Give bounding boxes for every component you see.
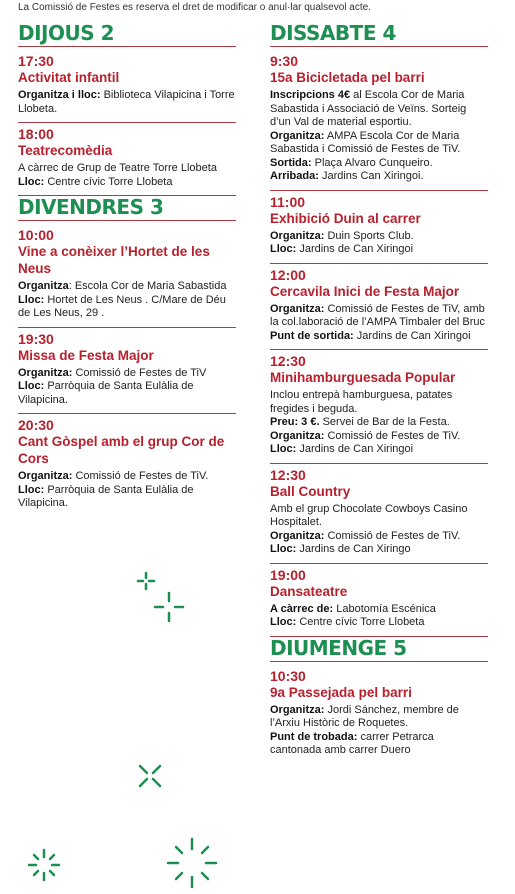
event-dansateatre bbox=[270, 564, 488, 637]
event-vine-a-coneixer-l-hortet-de-les-neus bbox=[18, 224, 236, 328]
day-heading: DIJOUS 2 bbox=[18, 22, 236, 47]
event-title: Exhibició Duin al carrer bbox=[270, 210, 421, 226]
detail-label: Lloc: bbox=[270, 243, 297, 255]
sparkle-icon bbox=[137, 763, 163, 789]
detail-label: Organitza bbox=[18, 280, 69, 292]
event-ball-country bbox=[270, 464, 488, 564]
event-title: Missa de Festa Major bbox=[18, 347, 154, 363]
event-detail-line bbox=[18, 380, 236, 407]
event-time: 19:00 bbox=[270, 566, 306, 583]
event-exhibicio-duin-al-carrer bbox=[270, 191, 488, 264]
detail-label: Organitza: bbox=[270, 302, 325, 315]
detail-text: A càrrec de Grup de Teatre Torre Llobeta bbox=[18, 162, 217, 174]
detail-text: Inclou entrepà hamburguesa, patates fregides i beguda. bbox=[270, 389, 453, 415]
event-time: 17:30 bbox=[18, 53, 54, 69]
event-detail-line bbox=[18, 162, 236, 176]
event-time: 12:30 bbox=[270, 466, 306, 483]
detail-text: Comissió de Festes de TiV. bbox=[72, 470, 209, 482]
event-detail-line bbox=[270, 704, 488, 731]
event-time: 11:00 bbox=[270, 193, 306, 210]
detail-text: Plaça Alvaro Cunqueiro. bbox=[311, 156, 433, 169]
detail-text: Jardins Can Xiringoi. bbox=[318, 170, 424, 182]
day-heading: DIVENDRES 3 bbox=[18, 196, 236, 221]
event-detail-line bbox=[270, 616, 488, 630]
event-title: Teatrecomèdia bbox=[18, 143, 113, 158]
right-column bbox=[270, 22, 488, 764]
event-detail-line bbox=[270, 89, 488, 130]
detail-text: : Escola Cor de Maria Sabastida bbox=[68, 280, 227, 292]
event-teatrecomedia bbox=[18, 123, 236, 196]
detail-text: Jardins de Can Xiringoi bbox=[296, 243, 414, 255]
event-time: 9:30 bbox=[270, 53, 299, 69]
event-detail-line bbox=[270, 130, 488, 157]
detail-text: Comissió de Festes de TiV, amb la col.laboració de l’AMPA Timbaler del Bruc bbox=[270, 302, 486, 328]
event-detail-line bbox=[18, 470, 236, 484]
detail-text: Comissió de Festes de TiV bbox=[72, 366, 207, 379]
event-detail-line bbox=[270, 603, 488, 617]
event-time: 19:30 bbox=[18, 330, 54, 347]
detail-label: Inscripcions 4€ bbox=[270, 89, 351, 101]
event-detail-line bbox=[270, 230, 488, 244]
event-detail-line bbox=[270, 731, 488, 758]
event-detail-line bbox=[270, 303, 488, 330]
detail-text: Jardins de Can Xiringoi bbox=[296, 443, 414, 455]
detail-text: Duin Sports Club. bbox=[324, 229, 414, 242]
event-time: 20:30 bbox=[18, 417, 54, 433]
detail-label: Lloc: bbox=[270, 616, 297, 628]
detail-text: Centre cívic Torre Llobeta bbox=[44, 175, 173, 188]
detail-label: Preu: 3 €. bbox=[270, 416, 320, 428]
event-9a-passejada-pel-barri bbox=[270, 665, 488, 764]
detail-label: Punt de sortida: bbox=[270, 329, 354, 342]
detail-text: Comissió de Festes de TiV. bbox=[324, 429, 461, 442]
detail-label: Organitza: bbox=[270, 703, 325, 716]
event-detail-line bbox=[270, 389, 488, 416]
detail-label: Lloc: bbox=[270, 543, 297, 555]
detail-text: Jardins de Can Xiringo bbox=[296, 543, 411, 555]
detail-text: Comissió de Festes de TiV. bbox=[324, 529, 461, 542]
detail-text: Servei de Bar de la Festa. bbox=[319, 416, 450, 428]
detail-text: AMPA Escola Cor de Maria Sabastida i Comissió de Festes de TiV. bbox=[270, 129, 461, 155]
event-detail-line bbox=[270, 330, 488, 344]
detail-label: Organitza: bbox=[270, 129, 325, 142]
event-missa-de-festa-major bbox=[18, 328, 236, 415]
event-title: Dansateatre bbox=[270, 583, 348, 599]
detail-label: Lloc: bbox=[18, 175, 45, 188]
event-detail-line bbox=[18, 280, 236, 294]
event-title: Activitat infantil bbox=[18, 70, 120, 85]
event-detail-line bbox=[18, 176, 236, 190]
detail-label: A càrrec de: bbox=[270, 602, 334, 615]
detail-text: carrer Petrarca cantonada amb carrer Duero bbox=[270, 730, 434, 756]
detail-label: Organitza: bbox=[18, 470, 73, 482]
event-minihamburguesada-popular bbox=[270, 350, 488, 464]
detail-label: Lloc: bbox=[18, 483, 45, 496]
detail-label: Lloc: bbox=[270, 443, 297, 455]
event-time: 12:30 bbox=[270, 353, 306, 369]
event-detail-line bbox=[18, 294, 236, 321]
event-detail-line bbox=[270, 530, 488, 544]
detail-label: Lloc: bbox=[18, 293, 45, 306]
sparkle-icon bbox=[27, 848, 61, 882]
sparkle-icon bbox=[166, 837, 218, 889]
event-title: Cant Gòspel amb el grup Cor de Cors bbox=[18, 434, 225, 466]
sparkle-icon bbox=[153, 591, 185, 623]
event-title: Minihamburguesada Popular bbox=[270, 370, 456, 385]
event-cant-gospel-amb-el-grup-cor-de-cors bbox=[18, 414, 236, 517]
detail-text: Amb el grup Chocolate Cowboys Casino Hospitalet. bbox=[270, 502, 468, 528]
detail-text: Jardins de Can Xiringoi bbox=[353, 329, 471, 342]
event-detail-line bbox=[270, 503, 488, 530]
event-cercavila-inici-de-festa-major bbox=[270, 264, 488, 351]
event-time: 10:30 bbox=[270, 667, 306, 684]
detail-text: Parròquia de Santa Eulàlia de Vilapicina. bbox=[18, 380, 194, 406]
event-time: 10:00 bbox=[18, 227, 54, 243]
event-detail-line bbox=[270, 430, 488, 444]
event-15a-bicicletada-pel-barri bbox=[270, 50, 488, 191]
event-detail-line bbox=[18, 367, 236, 381]
detail-label: Organitza: bbox=[270, 429, 325, 442]
event-detail-line bbox=[270, 416, 488, 430]
event-title: 15a Bicicletada pel barri bbox=[270, 70, 425, 85]
event-detail-line bbox=[18, 89, 236, 116]
detail-label: Organitza: bbox=[270, 529, 325, 542]
sparkle-icon bbox=[136, 571, 156, 591]
event-detail-line bbox=[270, 170, 488, 184]
day-heading: DIUMENGE 5 bbox=[270, 637, 488, 662]
event-time: 18:00 bbox=[18, 126, 54, 142]
detail-text: Jordi Sánchez, membre de l’Arxiu Històric de Roquetes. bbox=[270, 703, 459, 729]
detail-text: Hortet de Les Neus . C/Mare de Déu de Les Neus, 29 . bbox=[18, 293, 226, 319]
event-title: 9a Passejada pel barri bbox=[270, 684, 412, 700]
detail-label: Organitza: bbox=[270, 229, 325, 242]
event-detail-line bbox=[270, 243, 488, 257]
notice-text: La Comissió de Festes es reserva el dret de modificar o anul·lar qualsevol acte. bbox=[18, 2, 371, 13]
left-column bbox=[18, 22, 236, 517]
event-title: Vine a conèixer l’Hortet de les Neus bbox=[18, 244, 210, 276]
event-title: Cercavila Inici de Festa Major bbox=[270, 283, 460, 299]
event-detail-line bbox=[18, 484, 236, 511]
detail-label: Lloc: bbox=[18, 380, 45, 392]
detail-text: al Escola Cor de Maria Sabastida i Associació de Veïns. Sorteig d’un Val de material esportiu. bbox=[270, 89, 467, 128]
detail-text: Labotomía Escénica bbox=[333, 602, 436, 615]
event-detail-line bbox=[270, 543, 488, 557]
detail-text: Parròquia de Santa Eulàlia de Vilapicina. bbox=[18, 483, 194, 509]
detail-text: Centre cívic Torre Llobeta bbox=[296, 616, 425, 628]
event-time: 12:00 bbox=[270, 266, 306, 283]
event-detail-line bbox=[270, 443, 488, 457]
detail-label: Arribada: bbox=[270, 170, 319, 182]
event-detail-line bbox=[270, 157, 488, 171]
detail-label: Organitza i lloc: bbox=[18, 89, 101, 101]
detail-text: Biblioteca Vilapicina i Torre Llobeta. bbox=[18, 89, 235, 115]
event-activitat-infantil bbox=[18, 50, 236, 123]
detail-label: Organitza: bbox=[18, 366, 73, 379]
event-title: Ball Country bbox=[270, 483, 351, 499]
detail-label: Punt de trobada: bbox=[270, 730, 358, 743]
detail-label: Sortida: bbox=[270, 156, 312, 169]
day-heading: DISSABTE 4 bbox=[270, 22, 488, 47]
